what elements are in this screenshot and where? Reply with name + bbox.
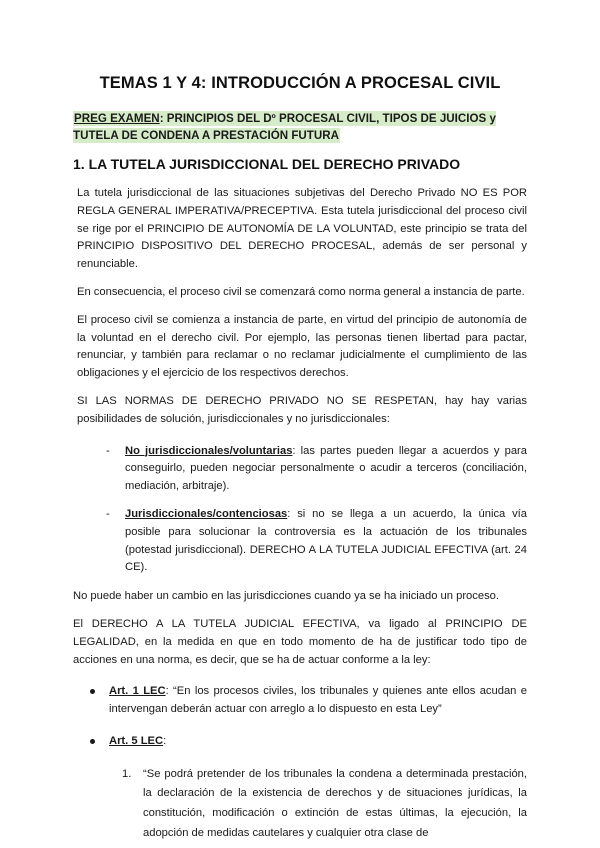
art5-numbered-list bbox=[73, 765, 527, 843]
option-text: : las partes pueden llegar a acuerdos y para conseguirlo, pueden negociar personalmente o acudir a terceros (conciliación, mediación, arbitraje). bbox=[125, 444, 527, 493]
article-label: Art. 1 LEC bbox=[109, 685, 166, 698]
article-text: : “En los procesos civiles, los tribunales y quienes ante ellos acudan e intervengan deberán actuar con arreglo a lo dispuesto en esta Ley” bbox=[109, 685, 527, 716]
list-item bbox=[73, 765, 527, 843]
exam-highlight bbox=[73, 111, 496, 143]
item-number: 1. bbox=[122, 767, 132, 780]
item-text: “Se podrá pretender de los tribunales la condena a determinada prestación, la declaración de la existencia de derechos y de situaciones jurídicas, la constitución, modificación o extinción de estas últimas, la ejecución, la adopción de medidas cautelares y cualquier otra clase de bbox=[143, 767, 527, 839]
exam-label: PREG EXAMEN bbox=[74, 112, 160, 125]
list-item bbox=[73, 683, 527, 719]
paragraph-6: El DERECHO A LA TUTELA JUDICIAL EFECTIVA, va ligado al PRINCIPIO DE LEGALIDAD, en la medida en que en todo momento de ha de justificar todo tipo de acciones en una norma, es decir, que se ha de actuar conforme a la ley: bbox=[73, 617, 527, 666]
article-label: Art. 5 LEC bbox=[109, 734, 164, 747]
option-text: : si no se llega a un acuerdo, la única vía posible para solucionar la controversia es la actuación de los tribunales (potestad jurisdiccional). DERECHO A LA TUTELA JUDICIAL EFECTIVA (art. 24 CE). bbox=[125, 507, 527, 574]
article-text: : bbox=[163, 734, 167, 747]
paragraph-5: No puede haber un cambio en las jurisdicciones cuando ya se ha iniciado un proceso. bbox=[73, 590, 500, 603]
paragraph-2: En consecuencia, el proceso civil se comenzará como norma general a instancia de parte. bbox=[77, 285, 525, 298]
solution-options-list bbox=[73, 443, 527, 578]
page-title: TEMAS 1 Y 4: INTRODUCCIÓN A PROCESAL CIVIL bbox=[99, 74, 501, 92]
exam-text: : PRINCIPIOS DEL Dº PROCESAL CIVIL, TIPOS DE JUICIOS y TUTELA DE CONDENA A PRESTACIÓN FUTURA bbox=[73, 112, 496, 142]
list-item bbox=[73, 443, 527, 496]
dash-marker: - bbox=[106, 444, 110, 457]
dash-marker: - bbox=[106, 507, 110, 520]
option-label: No jurisdiccionales/voluntarias bbox=[125, 444, 293, 457]
exam-question-banner bbox=[73, 110, 527, 144]
section-heading: 1. LA TUTELA JURISDICCIONAL DEL DERECHO PRIVADO bbox=[73, 156, 461, 172]
paragraph-1: La tutela jurisdiccional de las situaciones subjetivas del Derecho Privado NO ES POR REGLA GENERAL IMPERATIVA/PRECEPTIVA. Esta tutela jurisdiccional del proceso civil se rige por el PRINCIPIO DE AUTONOMÍA DE LA VOLUNTAD, este principio se trata del PRINCIPIO DISPOSITIVO DEL DERECHO PROCESAL, además de ser personal y renunciable. bbox=[77, 187, 527, 271]
option-label: Jurisdiccionales/contenciosas bbox=[125, 507, 288, 520]
bullet-icon bbox=[90, 739, 95, 744]
list-item bbox=[73, 733, 527, 751]
paragraph-3: El proceso civil se comienza a instancia de parte, en virtud del principio de autonomía de la voluntad en el derecho civil. Por ejemplo, las personas tienen libertad para pactar, renunciar, y también para reclamar o no reclamar judicialmente el cumplimiento de las obligaciones y el ejercicio de los respectivos derechos. bbox=[77, 313, 527, 380]
paragraph-4: SI LAS NORMAS DE DERECHO PRIVADO NO SE RESPETAN, hay hay varias posibilidades de solución, jurisdiccionales y no jurisdiccionales: bbox=[77, 394, 527, 425]
list-item bbox=[73, 506, 527, 577]
bullet-icon bbox=[90, 689, 95, 694]
articles-list bbox=[73, 683, 527, 750]
